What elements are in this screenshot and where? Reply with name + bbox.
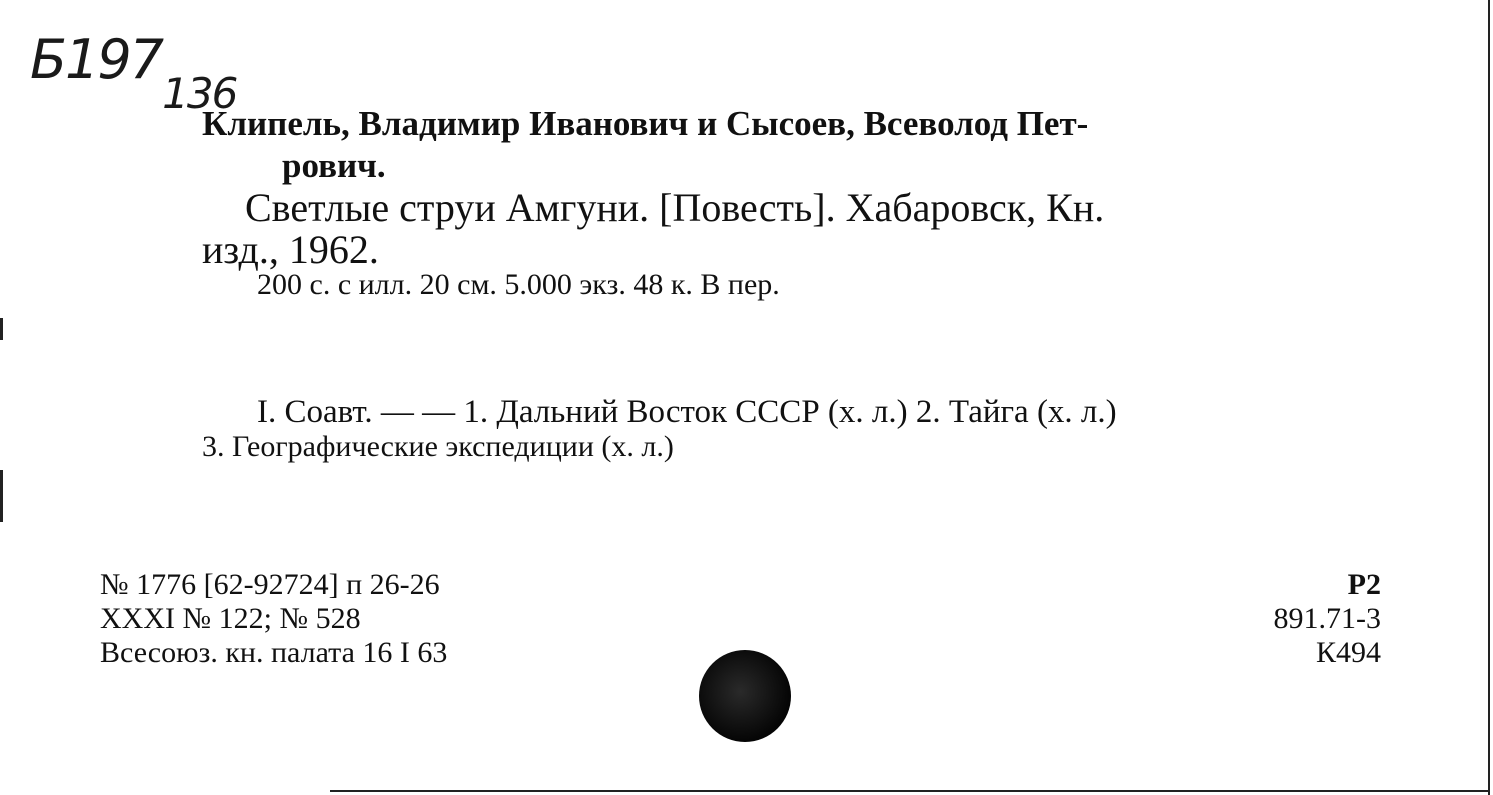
handwritten-sub: 136 — [162, 69, 237, 118]
punch-hole — [699, 650, 791, 742]
subjects-line1: I. Соавт. — — 1. Дальний Восток СССР (х. л.) 2. Тайга (х. л.) — [257, 394, 1117, 430]
classification-line3: К494 — [1315, 636, 1381, 669]
author-heading-line2: рович. — [282, 146, 386, 185]
physical-description: 200 с. с илл. 20 см. 5.000 экз. 48 к. В пер. — [257, 268, 780, 301]
author-heading-line1: Клипель, Владимир Иванович и Сысоев, Всеволод Пет- — [202, 104, 1089, 143]
card-edge-right — [1488, 0, 1490, 795]
subjects-line2: 3. Географические экспедиции (х. л.) — [202, 430, 674, 463]
title-line1: Светлые струи Амгуни. [Повесть]. Хабаровск, Кн. — [245, 185, 1105, 230]
classification-line1: Р2 — [1347, 568, 1381, 601]
handwritten-call-number — [30, 28, 237, 118]
handwritten-main: Б197 — [30, 28, 163, 91]
classification-line2: 891.71-3 — [1273, 602, 1381, 635]
title-line2: изд., 1962. — [202, 227, 379, 272]
registry-line3: Всесоюз. кн. палата 16 I 63 — [100, 636, 448, 669]
left-edge-mark — [0, 470, 3, 522]
left-edge-mark — [0, 318, 3, 340]
registry-line2: XXXI № 122; № 528 — [100, 602, 361, 635]
registry-line1: № 1776 [62-92724] п 26-26 — [100, 568, 440, 601]
card-edge-bottom — [330, 790, 1490, 792]
